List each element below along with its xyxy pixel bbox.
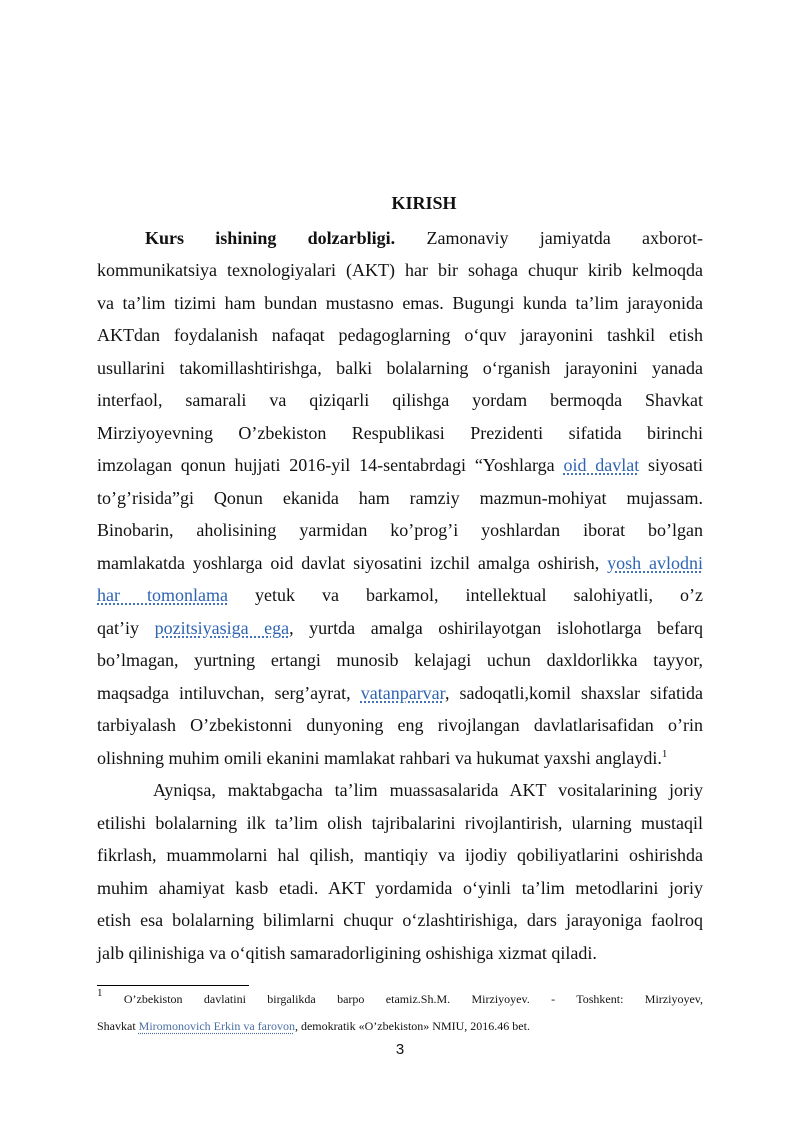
footnote-number: 1	[97, 987, 103, 999]
text-run: O’zbekiston davlatini birgalikda barpo etamiz.Sh.M. Mirziyoyev. - Toshkent: Mirziyoyev,	[123, 992, 704, 1006]
paragraph-line: jalb qilinishiga va o‘qitish samaradorligining oshishiga xizmat qiladi.	[97, 943, 597, 963]
hyperlink[interactable]: oid davlat	[563, 455, 640, 475]
text-run: , sadoqatli,komil shaxslar sifatida	[444, 683, 704, 703]
paragraph-line: etish esa bolalarning bilimlarni chuqur o‘zlashtirishiga, dars jarayoniga faolroq	[97, 910, 703, 930]
paragraph-line	[97, 583, 703, 607]
text-run: siyosati	[648, 455, 704, 475]
text-run: mamlakatda yoshlarga oid davlat siyosatini izchil amalga oshirish,	[97, 553, 600, 573]
text-run: , yurtda amalga oshirilayotgan islohotlarga befarq	[289, 618, 704, 638]
text-run: qat’iy	[97, 618, 139, 638]
hyperlink[interactable]: har tomonlama	[97, 585, 228, 605]
footnote-separator	[97, 985, 249, 986]
paragraph-line	[97, 681, 703, 705]
footnote-line	[97, 987, 704, 1007]
hyperlink[interactable]: vatanparvar	[360, 683, 445, 703]
text-run: Zamonaviy jamiyatda axborot-	[426, 228, 703, 248]
paragraph-line: Ayniqsa, maktabgacha ta’lim muassasalarida AKT vositalarining joriy	[153, 780, 703, 800]
paragraph-line: Binobarin, aholisining yarmidan ko’prog’i yoshlardan iborat bo’lgan	[97, 520, 703, 540]
paragraph-line: fikrlash, muammolarni hal qilish, mantiqiy va ijodiy qobiliyatlarini oshirishda	[97, 845, 703, 865]
paragraph-line	[97, 453, 703, 477]
text-run: Shavkat	[97, 1019, 136, 1033]
paragraph-line: va ta’lim tizimi ham bundan mustasno emas. Bugungi kunda ta’lim jarayonida	[97, 293, 703, 313]
paragraph-line: kommunikatsiya texnologiyalari (AKT) har bir sohaga chuqur kirib kelmoqda	[97, 260, 703, 280]
paragraph-line	[145, 226, 703, 250]
hyperlink[interactable]: pozitsiyasiga ega	[154, 618, 290, 638]
footnote-reference[interactable]: 1	[661, 748, 668, 760]
paragraph-line: usullarini takomillashtirishga, balki bolalarning o‘rganish jarayonini yanada	[97, 358, 703, 378]
paragraph-line: bo’lmagan, yurtning ertangi munosib kelajagi uchun daxldorlikka tayyor,	[97, 650, 703, 670]
text-run: maqsadga intiluvchan, serg’ayrat,	[97, 683, 351, 703]
hyperlink[interactable]: yosh avlodni	[607, 553, 704, 573]
paragraph-line	[97, 551, 703, 575]
bold-lead: Kurs ishining dolzarbligi.	[145, 228, 396, 248]
text-run: imzolagan qonun hujjati 2016-yil 14-sentabrdagi “Yoshlarga	[97, 455, 555, 475]
paragraph-line: muhim ahamiyat kasb etadi. AKT yordamida o‘yinli ta’lim metodlarini joriy	[97, 878, 703, 898]
text-run: , demokratik «O’zbekiston» NMIU, 2016.46 bet.	[294, 1019, 530, 1033]
section-heading: KIRISH	[391, 193, 457, 213]
text-run: olishning muhim omili ekanini mamlakat rahbari va hukumat yaxshi anglaydi.	[97, 748, 662, 768]
paragraph-line: Mirziyoyevning O’zbekiston Respublikasi Prezidenti sifatida birinchi	[97, 423, 703, 443]
paragraph-line: tarbiyalash O’zbekistonni dunyoning eng rivojlangan davlatlarisafidan o’rin	[97, 715, 703, 735]
paragraph-line: AKTdan foydalanish nafaqat pedagoglarning o‘quv jarayonini tashkil etish	[97, 325, 703, 345]
hyperlink[interactable]: Miromonovich Erkin va farovon	[138, 1019, 295, 1033]
paragraph-line	[97, 616, 703, 640]
paragraph-line: etilishi bolalarning ilk ta’lim olish tajribalarini rivojlantirish, ularning mustaqil	[97, 813, 703, 833]
footnote-line	[97, 1018, 703, 1034]
paragraph-line: interfaol, samarali va qiziqarli qilishga yordam bermoqda Shavkat	[97, 390, 703, 410]
paragraph-line	[97, 746, 703, 770]
paragraph-line: to’g’risida”gi Qonun ekanida ham ramziy mazmun-mohiyat mujassam.	[97, 488, 703, 508]
page-number: 3	[395, 1041, 405, 1058]
text-run: yetuk va barkamol, intellektual salohiyatli, o’z	[255, 585, 704, 605]
